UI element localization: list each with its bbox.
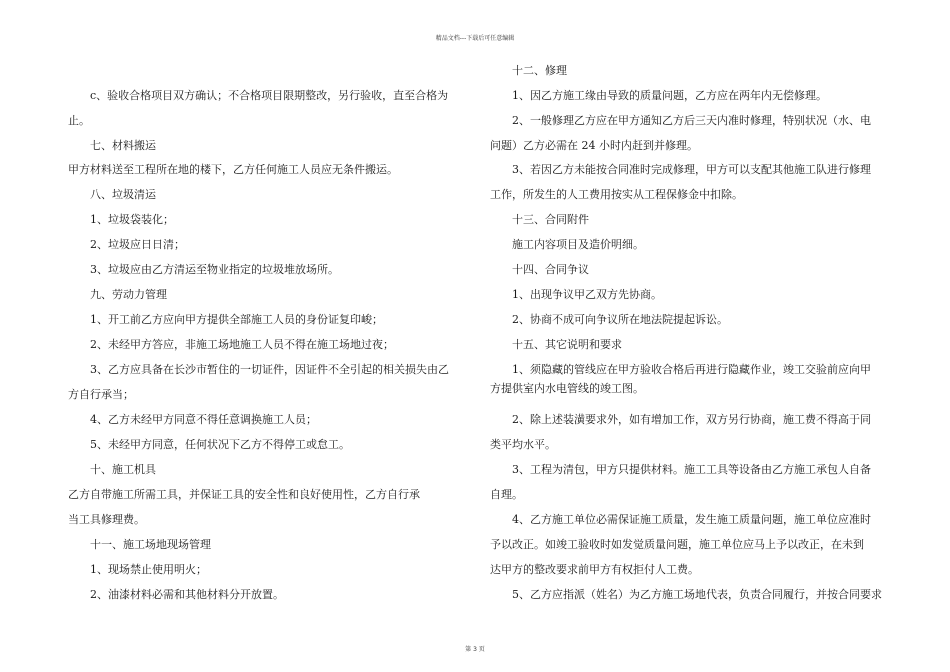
text-line: 5、乙方应指派（姓名）为乙方施工场地代表，负责合同履行，并按合同要求	[512, 588, 882, 601]
text-line: 九、劳动力管理	[90, 288, 167, 301]
text-line: 3、乙方应具备在长沙市暂住的一切证件，因证件不全引起的相关损失由乙	[90, 363, 449, 376]
text-line: 方自行承当；	[68, 388, 134, 401]
text-line: 1、垃圾袋装化；	[90, 213, 174, 226]
text-line: 十五、其它说明和要求	[512, 338, 622, 351]
page-number: 第 3 页	[465, 646, 485, 653]
text-line: 当工具修理费。	[68, 513, 145, 526]
text-line: 2、未经甲方答应，非施工场地施工人员不得在施工场地过夜；	[90, 338, 394, 351]
text-line: 2、油漆材料必需和其他材料分开放置。	[90, 588, 284, 601]
text-line: 1、开工前乙方应向甲方提供全部施工人员的身份证复印峻；	[90, 313, 383, 326]
text-line: 问题）乙方必需在 24 小时内赶到并修理。	[490, 139, 698, 152]
page-header: 精品文档---下载后可任意编辑	[435, 35, 515, 42]
text-line: 予以改正。如竣工验收时如发觉质量问题，施工单位应马上予以改正，在未到	[490, 538, 864, 551]
text-line: 1、出现争议甲乙双方先协商。	[512, 288, 662, 301]
text-line: 十三、合同附件	[512, 213, 589, 226]
text-line: 工作，所发生的人工费用按实从工程保修金中扣除。	[490, 188, 743, 201]
text-line: 4、乙方施工单位必需保证施工质量，发生施工质量问题，施工单位应准时	[512, 513, 871, 526]
text-line: 施工内容项目及造价明细。	[512, 238, 644, 251]
text-line: 止。	[68, 114, 90, 127]
text-line: 自理。	[490, 488, 523, 501]
text-line: 1、因乙方施工缘由导致的质量问题，乙方应在两年内无偿修理。	[512, 89, 827, 102]
text-line: 十二、修理	[512, 64, 567, 77]
text-line: 达甲方的整改要求前甲方有权拒付人工费。	[490, 563, 699, 576]
text-line: 2、一般修理乙方应在甲方通知乙方后三天内准时修理，特别状况（水、电	[512, 114, 871, 127]
text-line: 1、现场禁止使用明火；	[90, 563, 207, 576]
text-line: 甲方材料送至工程所在地的楼下，乙方任何施工人员应无条件搬运。	[68, 163, 398, 176]
text-line: 5、未经甲方同意，任何状况下乙方不得停工或怠工。	[90, 438, 350, 451]
text-line: 2、除上述装潢要求外，如有增加工作，双方另行协商，施工费不得高于同	[512, 413, 871, 426]
text-line: 2、垃圾应日日清；	[90, 238, 185, 251]
text-line: 十四、合同争议	[512, 263, 589, 276]
text-line: 乙方自带施工所需工具，并保证工具的安全性和良好使用性，乙方自行承	[68, 488, 420, 501]
text-line: 十、施工机具	[90, 463, 156, 476]
text-line: 方提供室内水电管线的竣工图。	[490, 382, 644, 395]
text-line: c、验收合格项目双方确认；不合格项目限期整改，另行验收，直至合格为	[90, 89, 449, 102]
text-line: 1、须隐藏的管线应在甲方验收合格后再进行隐藏作业，竣工交验前应向甲	[512, 363, 871, 376]
text-line: 十一、施工场地现场管理	[90, 538, 211, 551]
text-line: 八、垃圾清运	[90, 188, 156, 201]
text-line: 3、工程为清包，甲方只提供材料。施工工具等设备由乙方施工承包人自备	[512, 463, 871, 476]
text-line: 七、材料搬运	[90, 139, 156, 152]
text-line: 类平均水平。	[490, 438, 556, 451]
text-line: 4、乙方未经甲方同意不得任意调换施工人员；	[90, 413, 317, 426]
text-line: 2、协商不成可向争议所在地法院提起诉讼。	[512, 313, 728, 326]
text-line: 3、若因乙方未能按合同准时完成修理，甲方可以支配其他施工队进行修理	[512, 163, 871, 176]
text-line: 3、垃圾应由乙方清运至物业指定的垃圾堆放场所。	[90, 263, 339, 276]
